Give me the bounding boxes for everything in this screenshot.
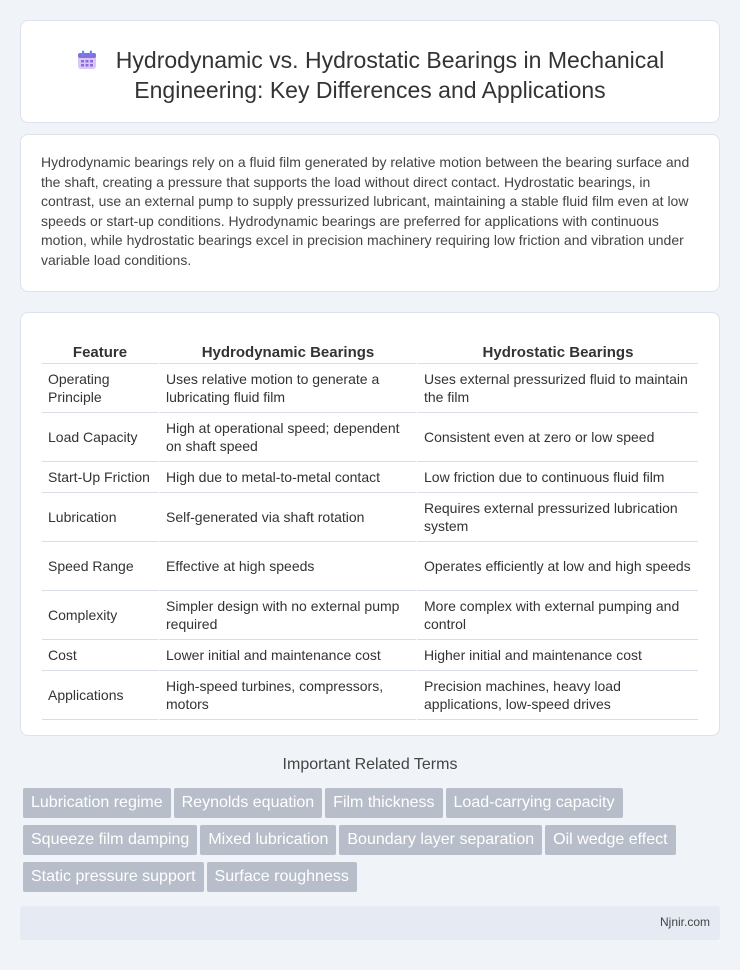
related-term-tag[interactable]: Static pressure support [23,862,204,892]
page-title [21,45,719,105]
hydrodynamic-cell: High due to metal-to-metal contact [158,462,416,493]
related-term-tag[interactable]: Mixed lubrication [200,825,336,855]
hydrostatic-cell: Low friction due to continuous fluid film [416,462,698,493]
hydrodynamic-cell: High at operational speed; dependent on shaft speed [158,413,416,462]
related-term-tag[interactable]: Surface roughness [207,862,357,892]
header-feature: Feature [42,333,158,364]
feature-cell: Applications [42,671,158,720]
feature-cell: Cost [42,640,158,671]
hydrostatic-cell: Higher initial and maintenance cost [416,640,698,671]
feature-cell: Load Capacity [42,413,158,462]
title-line-2: Engineering: Key Differences and Applications [134,77,606,103]
related-terms-title: Important Related Terms [282,756,458,773]
table-row [42,640,698,671]
calendar-icon [76,49,98,71]
comparison-table [42,333,698,720]
feature-cell: Start-Up Friction [42,462,158,493]
intro-paragraph: Hydrodynamic bearings rely on a fluid film generated by relative motion between the bearing surface and the shaft, creating a pressure that supports the load without direct contact. Hydrostatic bearings, in contrast, use an external pump to supply pressurized lubricant, maintaining a stable fluid film even at low speeds or start-up conditions. Hydrodynamic bearings are preferred for applications with continuous motion, while hydrostatic bearings excel in precision machinery requiring low friction and vibration under variable load conditions. [41,154,690,268]
table-row [42,493,698,542]
hydrodynamic-cell: High-speed turbines, compressors, motors [158,671,416,720]
hydrostatic-cell: Precision machines, heavy load applications, low-speed drives [416,671,698,720]
table-header-row [42,333,698,364]
footer-site-link[interactable]: Njnir.com [659,915,710,929]
related-term-tag[interactable]: Film thickness [325,788,442,818]
table-row [42,364,698,413]
hydrostatic-cell: Operates efficiently at low and high speeds [416,542,698,591]
hydrostatic-cell: Consistent even at zero or low speed [416,413,698,462]
related-term-tag[interactable]: Boundary layer separation [339,825,542,855]
hydrodynamic-cell: Self-generated via shaft rotation [158,493,416,542]
table-row [42,671,698,720]
feature-cell: Complexity [42,591,158,640]
related-term-tag[interactable]: Load-carrying capacity [446,788,623,818]
hydrodynamic-cell: Simpler design with no external pump required [158,591,416,640]
feature-cell: Speed Range [42,542,158,591]
header-hydrodynamic: Hydrodynamic Bearings [158,333,416,364]
feature-cell: Operating Principle [42,364,158,413]
intro-card [20,134,720,292]
table-row [42,413,698,462]
table-row [42,542,698,591]
table-row [42,591,698,640]
table-row [42,462,698,493]
hydrostatic-cell: More complex with external pumping and control [416,591,698,640]
title-card [20,20,720,123]
hydrodynamic-cell: Lower initial and maintenance cost [158,640,416,671]
related-terms-list [23,788,703,899]
related-term-tag[interactable]: Lubrication regime [23,788,171,818]
title-line-1: Hydrodynamic vs. Hydrostatic Bearings in Mechanical [115,47,665,73]
footer [20,906,720,940]
hydrostatic-cell: Requires external pressurized lubrication system [416,493,698,542]
header-hydrostatic: Hydrostatic Bearings [416,333,698,364]
hydrostatic-cell: Uses external pressurized fluid to maintain the film [416,364,698,413]
related-term-tag[interactable]: Squeeze film damping [23,825,197,855]
comparison-card [20,312,720,736]
hydrodynamic-cell: Effective at high speeds [158,542,416,591]
hydrodynamic-cell: Uses relative motion to generate a lubricating fluid film [158,364,416,413]
related-term-tag[interactable]: Oil wedge effect [545,825,675,855]
related-term-tag[interactable]: Reynolds equation [174,788,323,818]
feature-cell: Lubrication [42,493,158,542]
